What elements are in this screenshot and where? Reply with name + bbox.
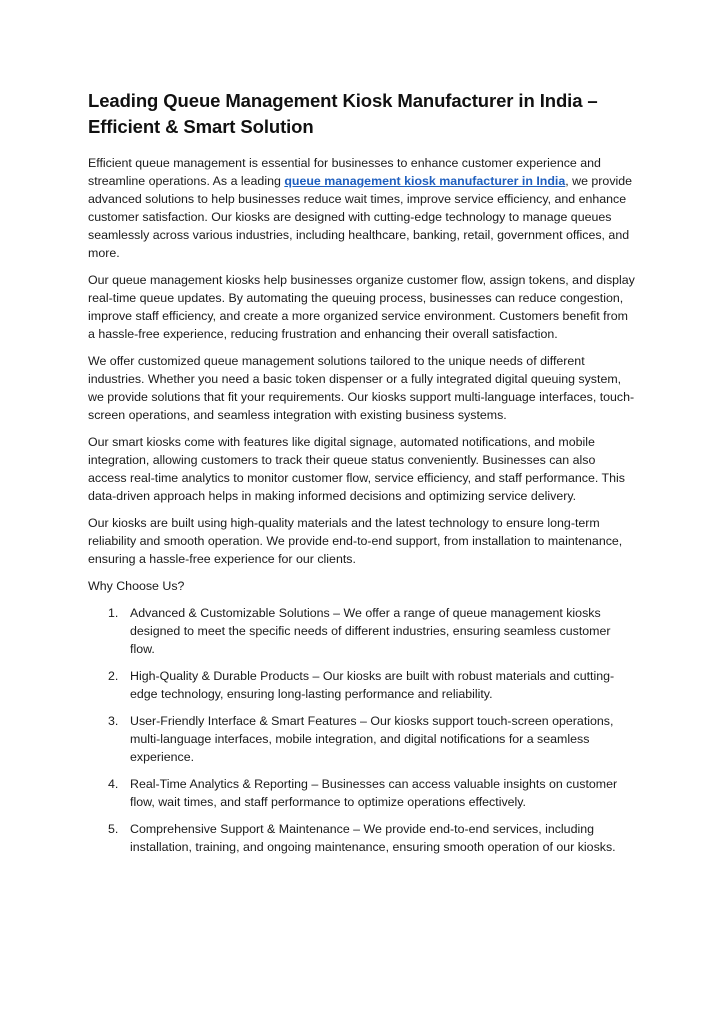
list-number: 4.	[108, 777, 119, 791]
list-item	[88, 712, 636, 766]
page-title: Leading Queue Management Kiosk Manufacturer in India – Efficient & Smart Solution	[88, 90, 598, 137]
list-number: 5.	[108, 822, 119, 836]
list-number: 3.	[108, 714, 119, 728]
body-paragraph-4: Our smart kiosks come with features like digital signage, automated notifications, and mobile integration, allowing customers to track their queue status conveniently. Businesses can also access real-time analytics to monitor customer flow, service efficiency, and staff performance. This data-driven approach helps in making informed decisions and optimizing service delivery.	[88, 435, 625, 503]
list-item	[88, 775, 636, 811]
list-text: User-Friendly Interface & Smart Features – Our kiosks support touch-screen operations, multi-language interfaces, mobile integration, and digital notifications for a seamless experience.	[130, 714, 614, 764]
kiosk-manufacturer-link[interactable]: queue management kiosk manufacturer in India	[284, 174, 566, 188]
reasons-list	[88, 604, 636, 856]
list-item	[88, 820, 636, 856]
list-text: High-Quality & Durable Products – Our kiosks are built with robust materials and cutting-edge technology, ensuring long-lasting performance and reliability.	[130, 669, 615, 701]
intro-paragraph	[88, 154, 636, 262]
list-number: 2.	[108, 669, 119, 683]
body-paragraph-3: We offer customized queue management solutions tailored to the unique needs of different industries. Whether you need a basic token dispenser or a fully integrated digital queuing system, we provide solutions that fit your requirements. Our kiosks support multi-language interfaces, touch-screen operations, and seamless integration with existing business systems.	[88, 354, 635, 422]
intro-text-start: Efficient queue management is essential for businesses to enhance customer experience and streamline operations. As a leading	[88, 156, 601, 188]
document-page	[88, 88, 636, 865]
list-text: Real-Time Analytics & Reporting – Businesses can access valuable insights on customer flow, wait times, and staff performance to optimize operations effectively.	[130, 777, 618, 809]
body-paragraph-5: Our kiosks are built using high-quality materials and the latest technology to ensure long-term reliability and smooth operation. We provide end-to-end support, from installation to maintenance, ensuring a hassle-free experience for our clients.	[88, 516, 623, 566]
list-item	[88, 667, 636, 703]
list-text: Advanced & Customizable Solutions – We offer a range of queue management kiosks designed to meet the specific needs of different industries, ensuring seamless customer flow.	[130, 606, 611, 656]
why-choose-heading: Why Choose Us?	[88, 579, 185, 593]
intro-text-end: , we provide advanced solutions to help businesses reduce wait times, improve service efficiency, and enhance customer satisfaction. Our kiosks are designed with cutting-edge technology to manage queues seamlessly across various industries, including healthcare, banking, retail, government offices, and more.	[88, 174, 633, 260]
body-paragraph-2: Our queue management kiosks help businesses organize customer flow, assign tokens, and display real-time queue updates. By automating the queuing process, businesses can reduce congestion, improve staff efficiency, and create a more organized service environment. Customers benefit from a hassle-free experience, reducing frustration and enhancing their overall satisfaction.	[88, 273, 635, 341]
list-number: 1.	[108, 606, 119, 620]
list-item	[88, 604, 636, 658]
list-text: Comprehensive Support & Maintenance – We provide end-to-end services, including installation, training, and ongoing maintenance, ensuring smooth operation of our kiosks.	[130, 822, 616, 854]
